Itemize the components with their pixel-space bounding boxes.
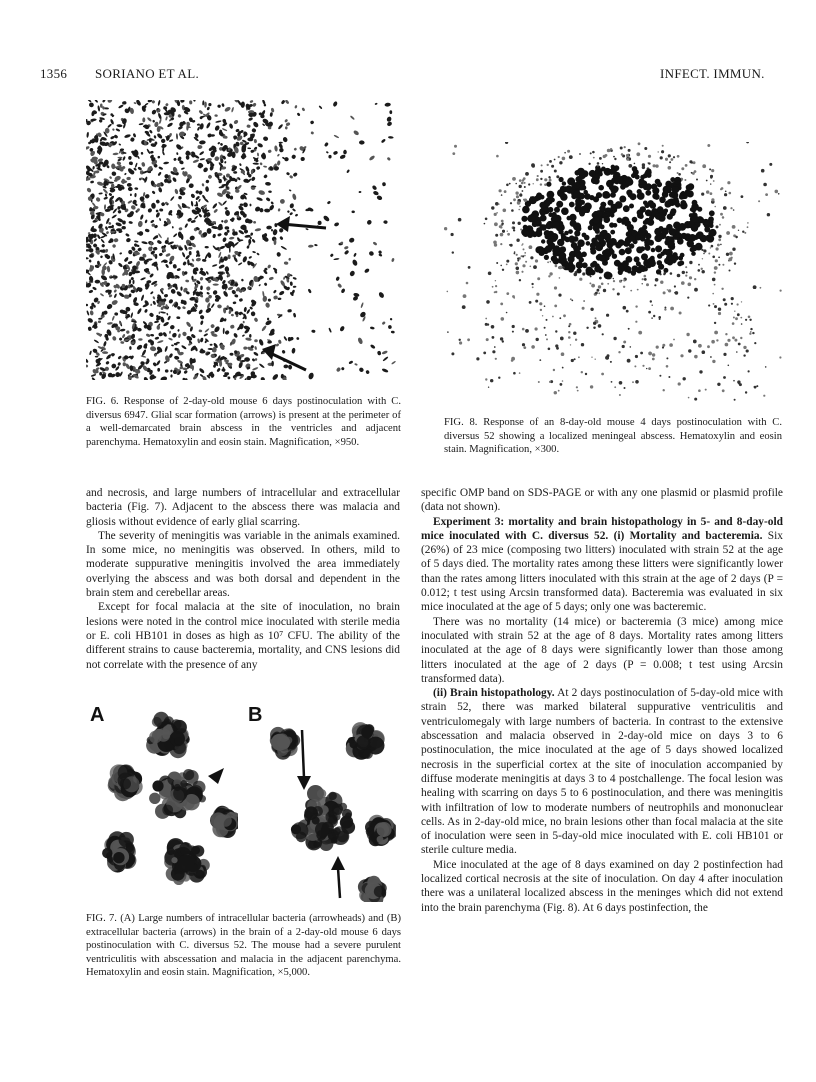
page-number: 1356 — [40, 66, 68, 81]
fig8-caption-text: Response of an 8-day-old mouse 4 days postinoculation with C. diversus 52 showing a localized meningeal abscess. Hematoxylin and eosin stain. Magnification, ×300. — [444, 417, 782, 456]
fig7-micrographs — [86, 702, 396, 902]
right-paragraph-5: Mice inoculated at the age of 8 days examined on day 2 postinfection had localized cortical necrosis at the site of inoculation. On day 4 after inoculation there was a unilateral localized abscess in the meninges which did not extend into the brain parenchyma (Fig. 8). At 6 days postinfection, the — [421, 858, 783, 914]
fig7-label: FIG. 7. — [86, 913, 117, 924]
fig8-micrograph — [444, 142, 784, 402]
fig7-panel-a — [86, 702, 238, 902]
fig6-caption-text: Response of 2-day-old mouse 6 days postinoculation with C. diversus 6947. Glial scar formation (arrows) is present at the perimeter of a well-demarcated brain abscess in the ventricles and adjacent parenchyma. Hematoxylin and eosin stain. Magnification, ×950. — [86, 396, 401, 448]
fig8-label: FIG. 8. — [444, 417, 478, 428]
histopathology-heading: (ii) Brain histopathology. — [433, 687, 555, 700]
fig7-panel-b-letter: B — [248, 704, 263, 726]
experiment-3-heading: Experiment 3: mortality and brain histopathology in 5- and 8-day-old mice inoculated with C. diversus 52. (i) Mortality and bacteremia. — [421, 515, 783, 542]
left-paragraph-1: and necrosis, and large numbers of intracellular and extracellular bacteria (Fig. 7). Adjacent to the abscess there was malacia and gliosis without evidence of early glial scarring. — [86, 487, 400, 528]
fig6-image — [86, 100, 396, 380]
fig7a-image — [86, 702, 238, 902]
left-paragraph-2: The severity of meningitis was variable in the animals examined. In some mice, no meningitis was observed. In others, mild to moderate suppurative meningitis involved the area immediately overlying the abscess and was both dorsal and dependent in the brain stem and cerebellar areas. — [86, 529, 400, 600]
fig8-image — [444, 142, 784, 402]
fig7-caption — [86, 912, 401, 980]
running-authors: SORIANO ET AL. — [95, 66, 199, 81]
right-column-text — [421, 486, 783, 915]
right-paragraph-3: There was no mortality (14 mice) or bacteremia (3 mice) among mice inoculated with strain 52 at the age of 8 days. Mortality rates among litters inoculated at the age of 8 days were significantly lower than those among litters inoculated at the age of 2 days (P = 0.008; t test using Arcsin transformed data). — [421, 615, 783, 685]
histopathology-text: At 2 days postinoculation of 5-day-old mice with strain 52, there was marked bilateral suppurative ventriculitis and ventriculomegaly with large numbers of bacteria. In contrast to the extensive abscessation and malacia observed in 2-day-old mice on days 3 to 6 postinoculation, the mice inoculated at the age of 5 days showed localized necrosis in the superficial cortex at the site of inoculation accompanied by diffuse moderate meningitis at days 3 to 4 postchallenge. The focal lesion was healing with scarring on days 5 to 6 postinoculation, and there was meningitis with infiltration of low to moderate numbers of neutrophils and mononuclear cells. As in 2-day-old mice, no brain lesions other than focal malacia at the site of inoculation were seen in 5-day-old mice inoculated with E. coli HB101 or sterile culture media. — [421, 687, 784, 857]
fig6-caption — [86, 395, 401, 449]
experiment-3-text: Six (26%) of 23 mice (composing two litters) inoculated with strain 52 at the age of 5 days died. The mortality rates among these litters were significantly lower than the rates among litters inoculated with this strain at the age of 2 days (P = 0.012; t test using Arcsin transformed data). Bacteremia was evaluated in six mice inoculated at the age of 5 days; only one was bacteremic. — [421, 529, 783, 614]
fig8-caption — [444, 416, 782, 457]
fig6-micrograph — [86, 100, 396, 380]
fig7-panel-b — [244, 702, 396, 902]
right-paragraph-1: specific OMP band on SDS-PAGE or with any one plasmid or plasmid profile (data not shown). — [421, 487, 783, 514]
fig6-label: FIG. 6. — [86, 396, 119, 407]
journal-name: INFECT. IMMUN. — [660, 66, 765, 81]
experiment-3-paragraph — [421, 515, 783, 615]
fig7b-image — [244, 702, 396, 902]
left-paragraph-3: Except for focal malacia at the site of inoculation, no brain lesions were noted in the control mice inoculated with sterile media or E. coli HB101 in doses as high as 10⁷ CFU. The ability of the different strains to cause bacteremia, mortality, and CNS lesions did not correlate with the presence of any — [86, 601, 400, 671]
fig7-panel-a-letter: A — [90, 704, 105, 726]
histopathology-paragraph — [421, 686, 783, 858]
left-column-text — [86, 486, 400, 672]
fig7-caption-text: (A) Large numbers of intracellular bacteria (arrowheads) and (B) extracellular bacteria (arrows) in the brain of a 2-day-old mouse 6 days postinoculation with C. diversus 52. The mouse had a severe purulent ventriculitis with abscessation and malacia in the adjacent parenchyma. Hematoxylin and eosin stain. Magnification, ×5,000. — [86, 913, 401, 979]
